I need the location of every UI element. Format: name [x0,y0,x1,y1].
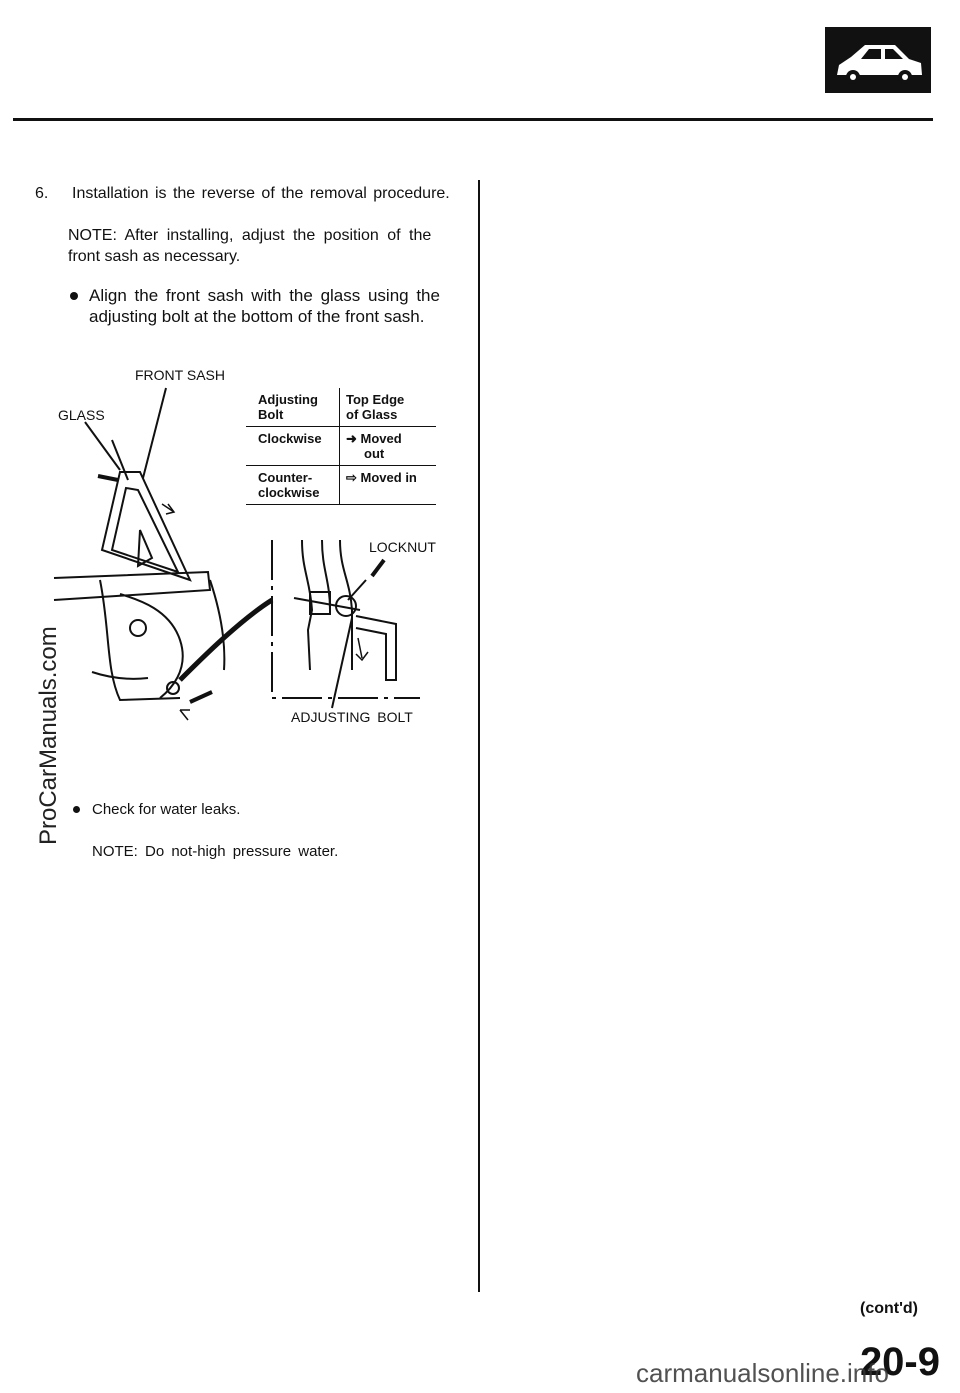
table-header-row [246,388,436,427]
bullet-dot [70,292,78,300]
table-header-glass: Top Edge of Glass [346,392,405,422]
table-cell-moved-out: ➜ Moved out [346,431,402,461]
label-front-sash: FRONT SASH [135,367,225,383]
bullet-align-line-2: adjusting bolt at the bottom of the front sash. [89,307,425,326]
note-pressure-water: NOTE: Do not-high pressure water. [92,843,339,860]
filled-arrow-icon: ➜ [346,431,357,446]
table-cell-counterclockwise: Counter- clockwise [246,466,340,504]
column-divider [478,180,480,1292]
contd-label: (cont'd) [860,1300,919,1317]
page-number: 20-9 [859,1340,940,1384]
label-glass: GLASS [58,407,105,423]
watermark-left: ProCarManuals.com [35,626,62,845]
outline-arrow-icon: ⇨ [346,470,357,485]
note-line-1: NOTE: After installing, adjust the position of the [68,227,432,244]
table-cell-moved-in: ⇨ Moved in [346,470,417,485]
label-locknut: LOCKNUT [369,539,436,555]
car-icon [825,27,931,93]
header-rule [13,118,933,121]
note-line-2: front sash as necessary. [68,248,241,265]
adjustment-table [246,388,436,505]
step-number: 6. [35,185,49,202]
table-row [246,427,436,466]
bullet-check-leaks: Check for water leaks. [92,801,241,818]
watermark-bottom: carmanualsonline.info [636,1358,889,1388]
bullet-dot [73,806,80,813]
table-row [246,466,436,505]
bullet-align-line-1: Align the front sash with the glass using the [89,286,440,305]
step-text: Installation is the reverse of the removal procedure. [72,185,450,202]
label-adjusting-bolt: ADJUSTING BOLT [291,709,413,725]
table-header-bolt: Adjusting Bolt [246,388,340,426]
table-cell-clockwise: Clockwise [246,427,340,465]
